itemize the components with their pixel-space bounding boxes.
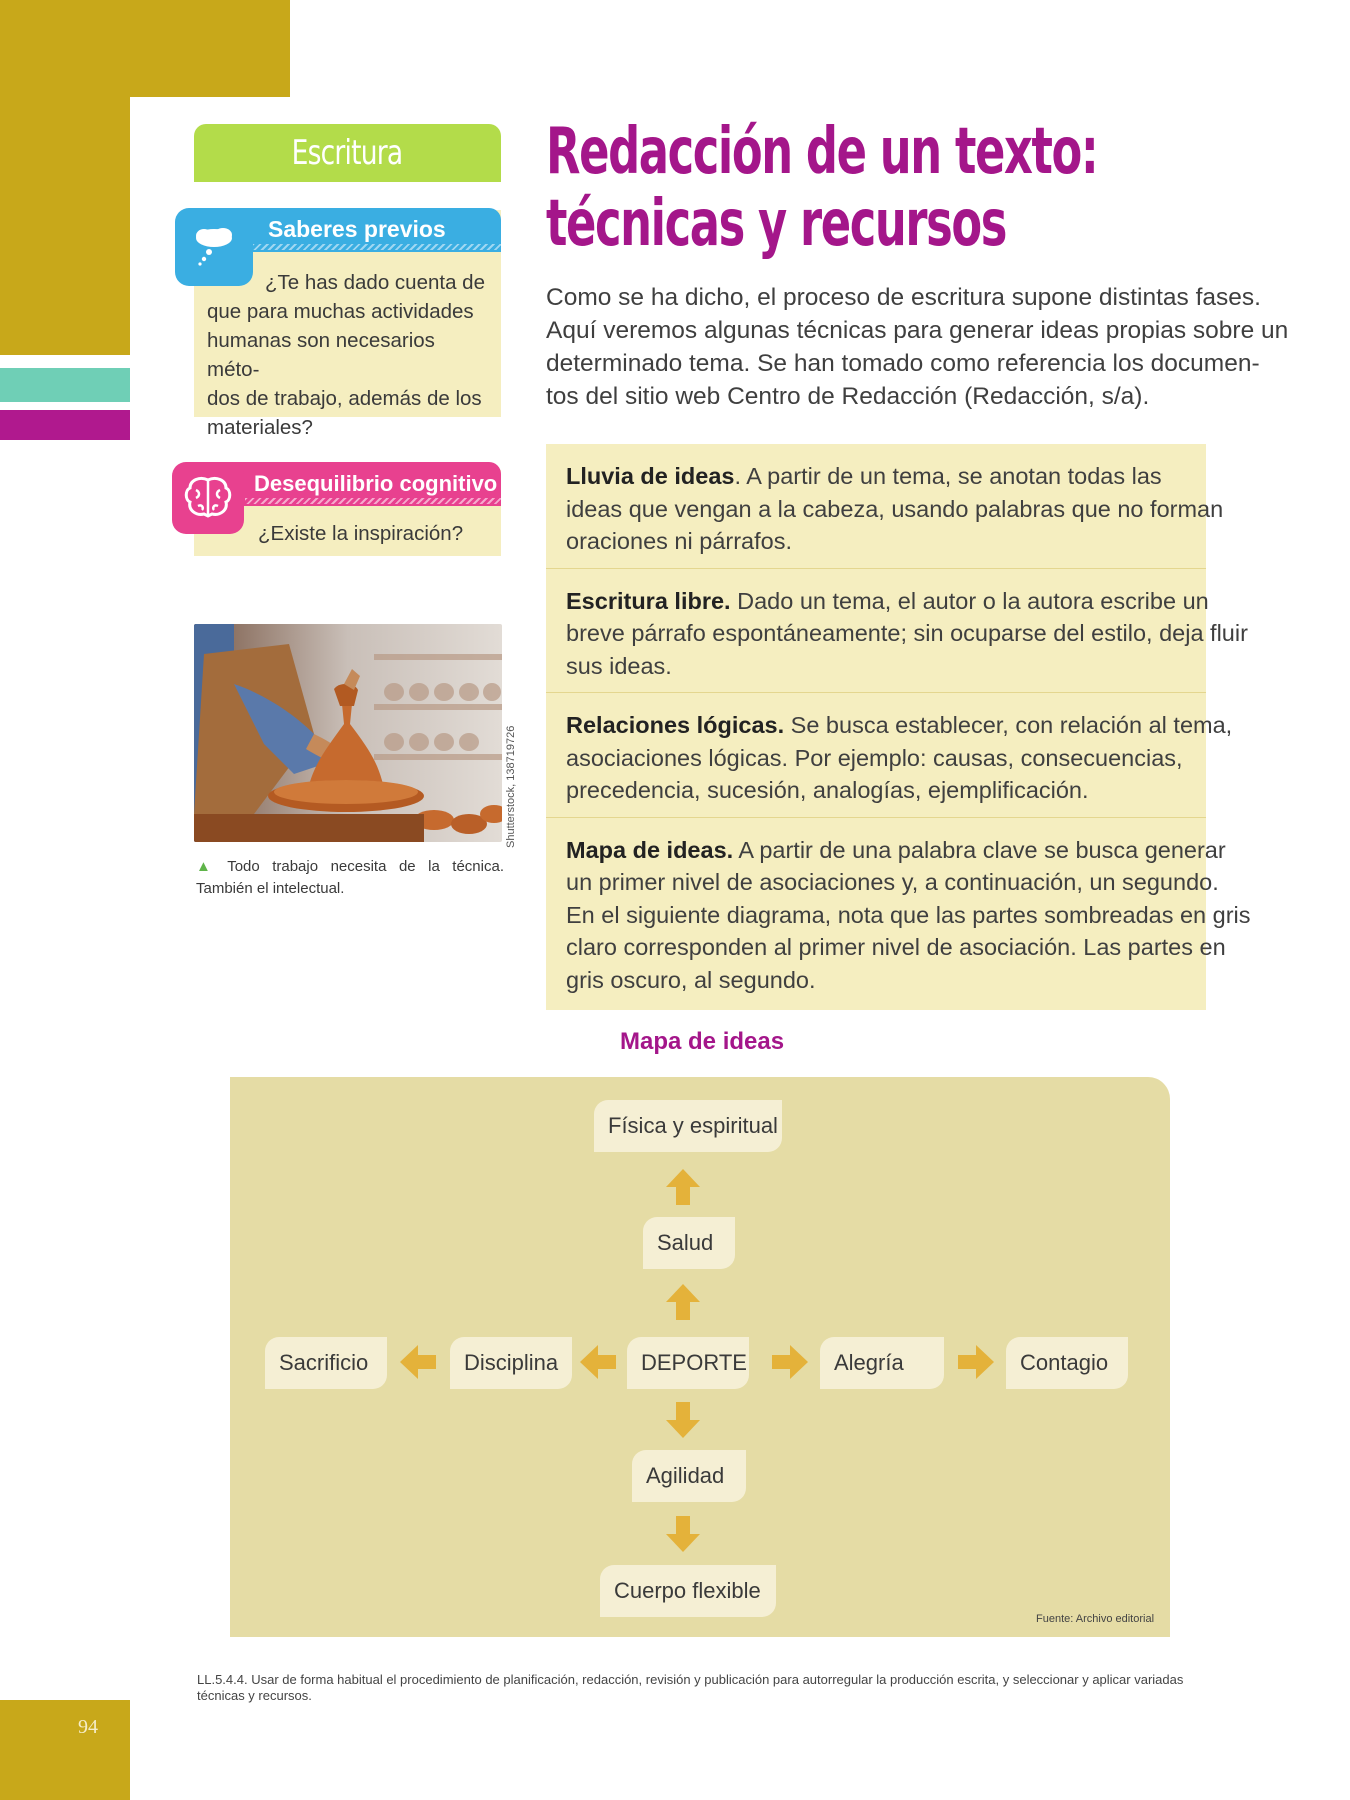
technique-term: Relaciones lógicas. — [566, 712, 785, 738]
caption-line-2: También el intelectual. — [196, 880, 345, 897]
curriculum-note-line: LL.5.4.4. Usar de forma habitual el procedimiento de planificación, redacción, revisión y publicación para autorregular la producción escrita, y seleccionar y aplicar variadas — [197, 1672, 1184, 1687]
arrow-right-icon — [772, 1345, 808, 1379]
map-source: Fuente: Archivo editorial — [1036, 1613, 1155, 1625]
desequilibrio-question: ¿Existe la inspiración? — [258, 522, 464, 545]
technique-text: sus ideas. — [566, 652, 672, 679]
technique-text: un primer nivel de asociaciones y, a continuación, un segundo. — [566, 869, 1219, 895]
caption-line-1: Todo trabajo necesita de la técnica. — [227, 858, 504, 875]
technique-text: precedencia, sucesión, analogías, ejemplificación. — [566, 777, 1089, 803]
saberes-previos-text — [207, 268, 492, 442]
technique-text: En el siguiente diagrama, nota que las partes sombreadas en gris — [566, 901, 1251, 928]
saberes-line: materiales? — [207, 416, 313, 439]
intro-line: Aquí veremos algunas técnicas para generar ideas propias sobre un — [546, 317, 1289, 344]
technique-text: gris oscuro, al segundo. — [566, 966, 816, 993]
technique-term: Escritura libre. — [566, 587, 731, 614]
intro-line: Como se ha dicho, el proceso de escritura supone distintas fases. — [546, 284, 1261, 311]
map-node-contagio: Contagio — [1006, 1337, 1128, 1389]
decor-teal-band — [0, 368, 130, 402]
saberes-line: humanas son necesarios méto- — [207, 329, 435, 381]
photo-caption — [196, 856, 504, 900]
map-node-sacrificio: Sacrificio — [265, 1337, 387, 1389]
technique-term: Lluvia de ideas — [566, 463, 735, 489]
map-node-alegria: Alegría — [820, 1337, 944, 1389]
page-title-line-2: técnicas y recursos — [546, 187, 1006, 261]
intro-paragraph — [546, 281, 1289, 413]
decor-left-band — [0, 0, 130, 355]
map-node-fisica-espiritual: Física y espiritual — [594, 1100, 782, 1152]
technique-text: Se busca establecer, con relación al tema, — [784, 712, 1233, 738]
map-node-cuerpo-flexible: Cuerpo flexible — [600, 1565, 776, 1617]
page-number: 94 — [78, 1716, 98, 1738]
idea-map-panel — [230, 1077, 1170, 1637]
idea-map-title: Mapa de ideas — [620, 1028, 785, 1055]
techniques-box — [546, 444, 1251, 1010]
decor-bottom-band — [0, 1700, 130, 1800]
technique-text: asociaciones lógicas. Por ejemplo: causas, consecuencias, — [566, 744, 1183, 771]
arrow-up-icon — [666, 1284, 700, 1320]
technique-item — [546, 568, 1248, 693]
saberes-line: que para muchas actividades — [207, 300, 474, 323]
technique-term: Mapa de ideas. — [566, 836, 734, 863]
intro-line: determinado tema. Se han tomado como referencia los documen- — [546, 350, 1260, 377]
technique-item — [546, 817, 1251, 1011]
curriculum-note-line: técnicas y recursos. — [197, 1688, 312, 1703]
desequilibrio-stripe — [245, 498, 501, 504]
map-node-disciplina: Disciplina — [450, 1337, 572, 1389]
technique-text: breve párrafo espontáneamente; sin ocuparse del estilo, deja fluir — [566, 620, 1248, 646]
intro-line: tos del sitio web Centro de Redacción (Redacción, s/a). — [546, 383, 1150, 410]
saberes-previos-stripe — [245, 244, 501, 250]
arrow-down-icon — [666, 1516, 700, 1552]
technique-text: A partir de una palabra clave se busca generar — [733, 836, 1226, 863]
technique-text: ideas que vengan a la cabeza, usando palabras que no forman — [566, 495, 1224, 522]
arrow-left-icon — [400, 1345, 436, 1379]
page-title — [546, 116, 1334, 260]
desequilibrio-title: Desequilibrio cognitivo — [254, 471, 498, 496]
arrow-up-icon — [666, 1169, 700, 1205]
arrow-down-icon — [666, 1402, 700, 1438]
photo-credit: Shutterstock, 138719726 — [505, 725, 517, 848]
saberes-line: ¿Te has dado cuenta de — [265, 271, 485, 294]
brain-icon — [172, 462, 244, 534]
technique-item — [546, 444, 1224, 568]
section-tab — [194, 124, 501, 182]
caption-triangle-icon: ▲ — [196, 858, 220, 875]
technique-text: claro corresponden al primer nivel de asociación. Las partes en — [566, 934, 1226, 960]
arrow-left-icon — [580, 1345, 616, 1379]
curriculum-note — [197, 1672, 1197, 1704]
technique-text: Dado un tema, el autor o la autora escribe un — [730, 587, 1209, 614]
map-node-deporte: DEPORTE — [627, 1337, 749, 1389]
arrow-right-icon — [958, 1345, 994, 1379]
technique-item — [546, 692, 1233, 817]
saberes-line: dos de trabajo, además de los — [207, 387, 482, 410]
page-title-line-1: Redacción de un texto: — [546, 115, 1098, 189]
section-tab-label: Escritura — [292, 133, 403, 173]
technique-text: oraciones ni párrafos. — [566, 528, 792, 554]
technique-text: . A partir de un tema, se anotan todas las — [734, 463, 1162, 489]
map-node-agilidad: Agilidad — [632, 1450, 746, 1502]
map-node-salud: Salud — [643, 1217, 735, 1269]
saberes-previos-title: Saberes previos — [268, 216, 446, 242]
pottery-photo — [194, 624, 502, 842]
decor-magenta-band — [0, 410, 130, 440]
